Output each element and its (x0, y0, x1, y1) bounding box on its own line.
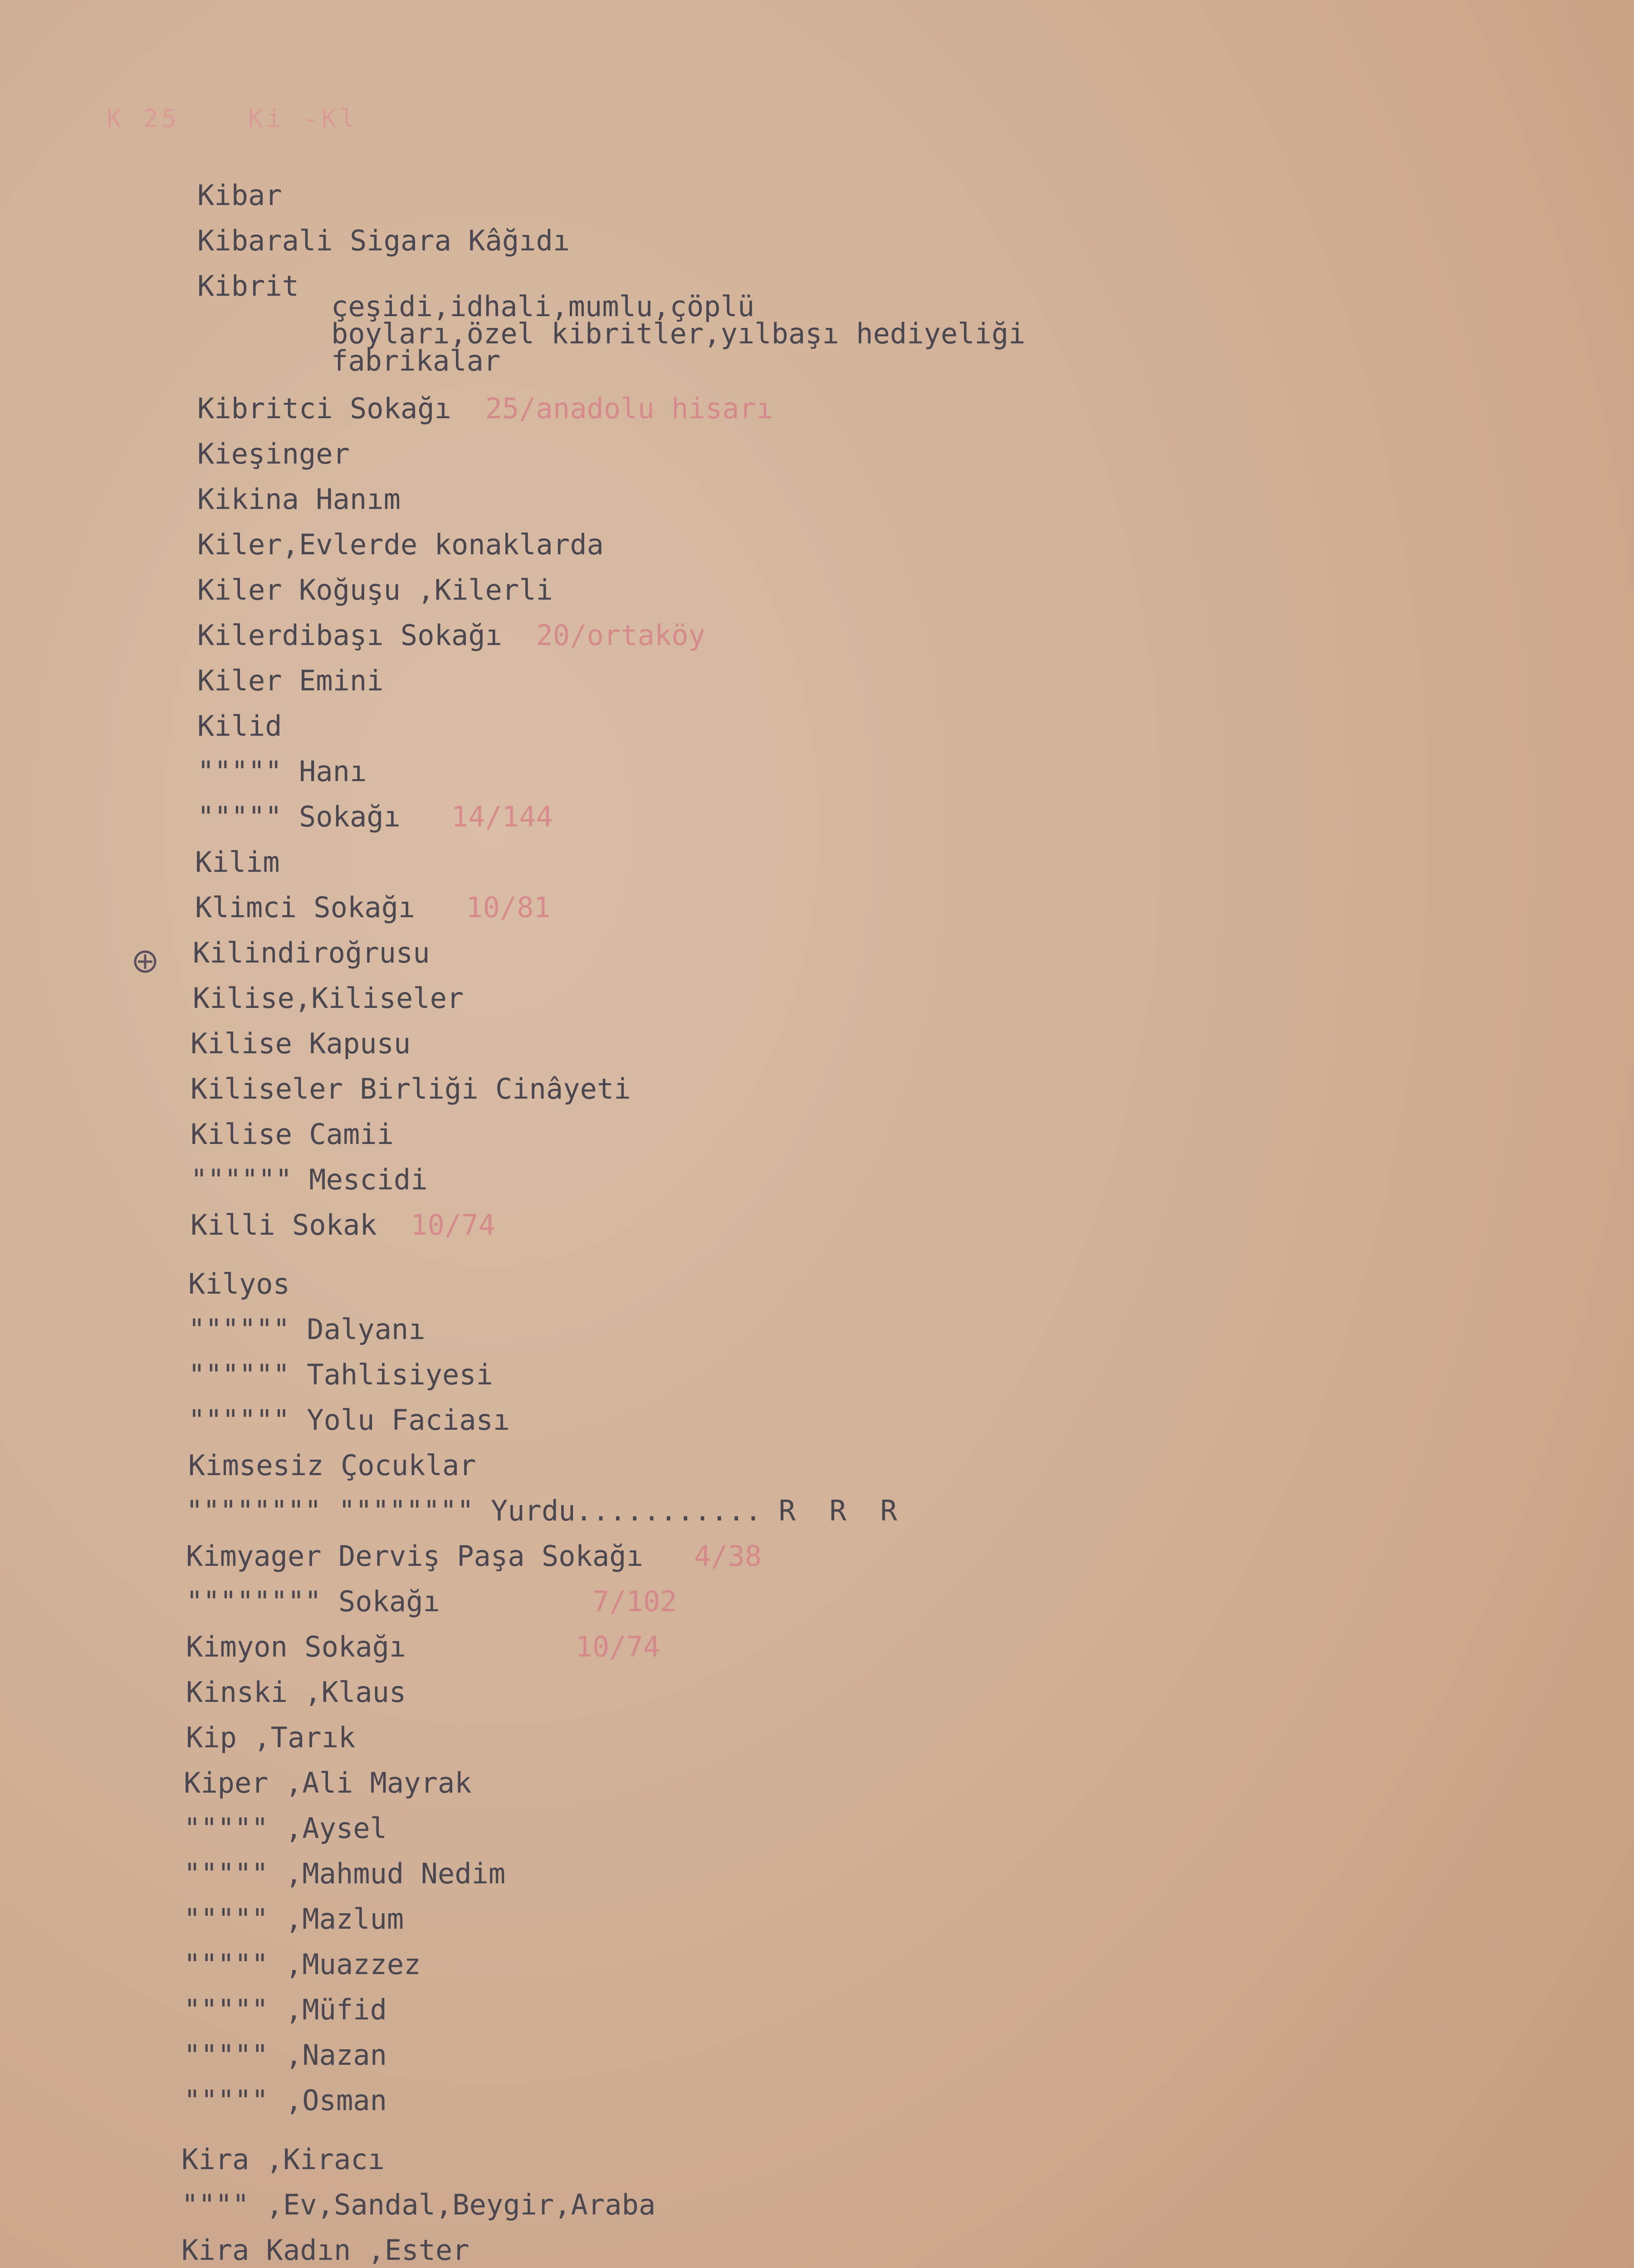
card-code: K 25 (107, 104, 181, 133)
entry: """""" Dalyanı (188, 1313, 426, 1346)
entry: Kiper ,Ali Mayrak (184, 1766, 472, 1799)
entry: """""""" Sokağı 7/102 (186, 1585, 677, 1618)
entry: Kiler Emini (197, 664, 384, 697)
entry-reference: 10/74 (411, 1208, 495, 1242)
entry-reference: 10/74 (575, 1630, 660, 1663)
entry: """" ,Ev,Sandal,Beygir,Araba (181, 2188, 656, 2221)
entry: Kibar (197, 179, 282, 212)
entry: """"" ,Nazan (184, 2038, 387, 2072)
entry-reference: 4/38 (694, 1540, 762, 1573)
card-range: Ki -Kl (248, 104, 359, 133)
entry: Kimsesiz Çocuklar (188, 1449, 476, 1482)
entry: """"" ,Mahmud Nedim (184, 1857, 506, 1890)
entry-reference: 14/144 (451, 800, 553, 833)
entry: """""" Mescidi (191, 1163, 428, 1196)
circled-plus-icon (132, 948, 159, 975)
entry: Kimyager Derviş Paşa Sokağı 4/38 (186, 1540, 762, 1573)
entry: """"" ,Osman (184, 2084, 387, 2117)
entry: çeşidi,idhali,mumlu,çöplü (331, 290, 755, 323)
entry: """""" Tahlisiyesi (188, 1358, 493, 1391)
entry: Klimci Sokağı 10/81 (195, 891, 551, 924)
entry-reference: 7/102 (592, 1585, 677, 1618)
entry: Kieşinger (197, 437, 350, 470)
entry: Kilid (197, 709, 282, 743)
entry-reference: 25/anadolu hisarı (485, 392, 773, 425)
entry: Kikina Hanım (197, 483, 401, 516)
entry: """"" ,Mazlum (184, 1902, 404, 1936)
card-header (107, 104, 426, 133)
entry: """"" Hanı (197, 755, 367, 788)
entry: Kibarali Sigara Kâğıdı (197, 224, 570, 257)
entry: Killi Sokak 10/74 (191, 1208, 495, 1242)
entry: Kira ,Kiracı (181, 2143, 385, 2176)
entry: Kilise,Kiliseler (193, 982, 464, 1015)
entry: Kimyon Sokağı 10/74 (186, 1630, 660, 1663)
entry: """""""" """""""" Yurdu........... R R R (186, 1494, 897, 1527)
entry: Kilise Camii (191, 1118, 394, 1151)
entry: Kiler,Evlerde konaklarda (197, 528, 604, 561)
entry: """""" Yolu Faciası (188, 1403, 510, 1437)
entry-reference: 10/81 (466, 891, 551, 924)
entry: Kip ,Tarık (186, 1721, 356, 1754)
entry: Kiliseler Birliği Cinâyeti (191, 1072, 631, 1105)
entry: Kilerdibaşı Sokağı 20/ortaköy (197, 619, 705, 652)
entry: Kiler Koğuşu ,Kilerli (197, 573, 553, 606)
entry: Kilim (195, 846, 280, 879)
entry: boyları,özel kibritler,yılbaşı hediyeliği (331, 317, 1026, 350)
entry: """"" Sokağı 14/144 (197, 800, 553, 833)
entry: Kira Kadın ,Ester (181, 2234, 470, 2267)
entry-reference: 20/ortaköy (536, 619, 705, 652)
entry: """"" ,Muazzez (184, 1948, 421, 1981)
entry: Kilyos (188, 1267, 290, 1300)
entry: Kilindiroğrusu (193, 936, 430, 969)
entry: fabrikalar (331, 344, 501, 377)
entry: Kinski ,Klaus (186, 1676, 406, 1709)
entry: Kilise Kapusu (191, 1027, 411, 1060)
entry: Kibritci Sokağı 25/anadolu hisarı (197, 392, 773, 425)
entry: """"" ,Aysel (184, 1812, 387, 1845)
entry: """"" ,Müfid (184, 1993, 387, 2026)
entry: Kibrit (197, 269, 299, 303)
